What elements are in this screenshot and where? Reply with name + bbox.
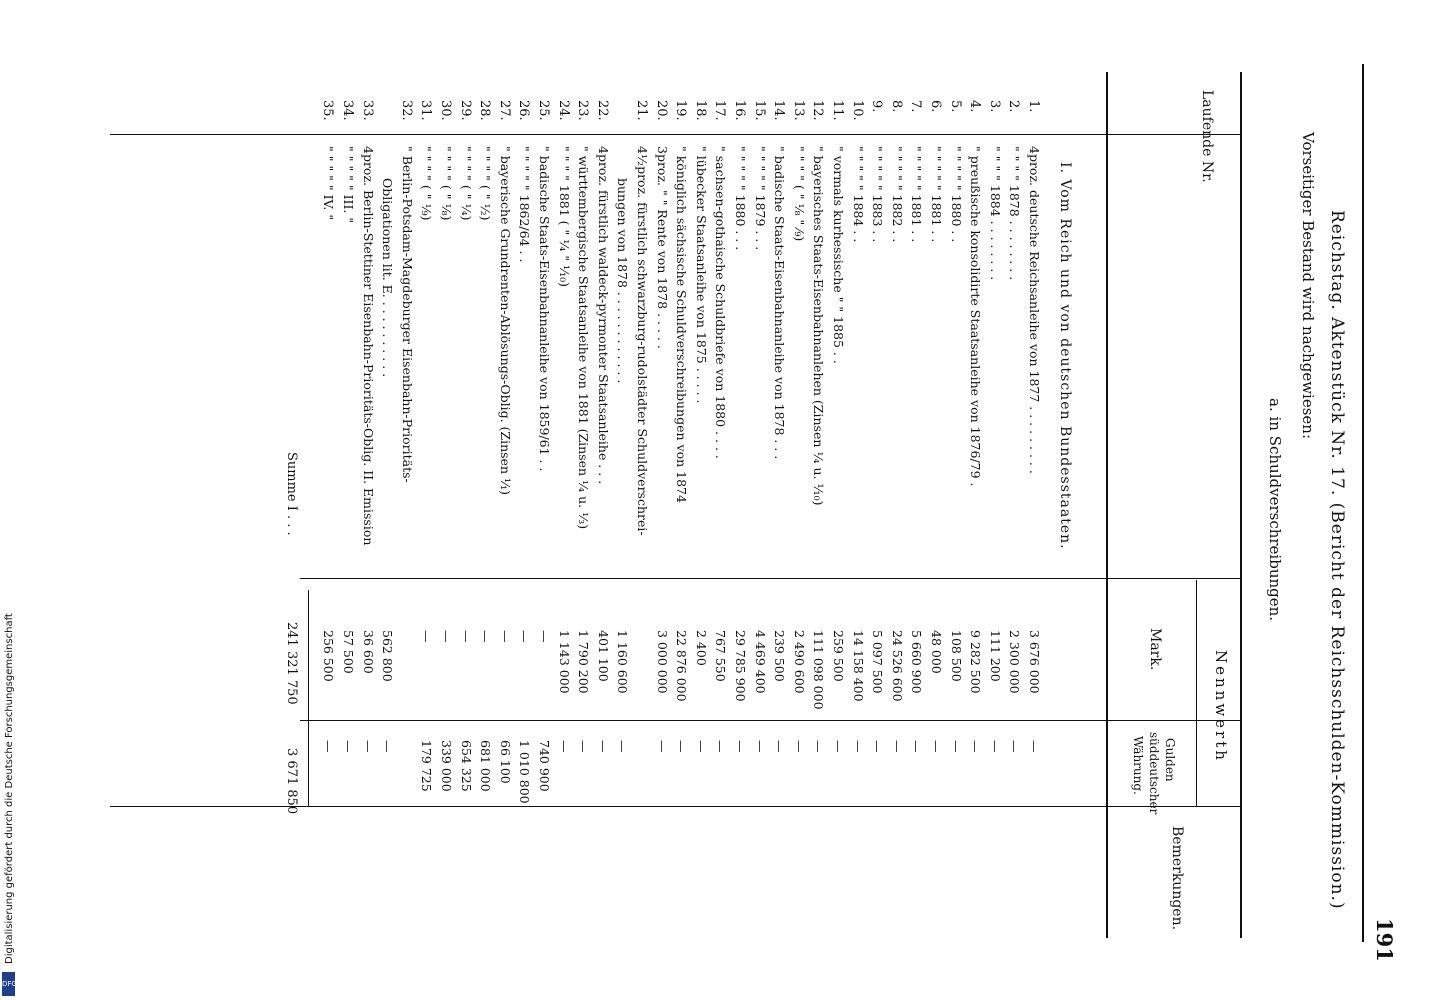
row-mark: 259 500 — [831, 630, 846, 682]
row-description: " bayerische Grundrenten-Ablösungs-Oblig. (Zinsen ¹⁄₁) — [497, 146, 513, 495]
row-description: " württembergische Staatsanleihe von 1881 (Zinsen ¼ u. ⅓) — [576, 146, 592, 530]
row-number: 24. — [555, 100, 571, 121]
row-gulden: 179 725 — [419, 740, 435, 792]
row-gulden: — — [341, 740, 356, 753]
row-gulden: — — [772, 740, 788, 753]
row-number: 4. — [967, 100, 983, 113]
row-description: " " " " ( " ⅛ " ⁄₉) — [791, 146, 807, 242]
row-description: 4proz. deutsche Reichsanleihe von 1877 . . . . . . . . . — [1027, 146, 1042, 474]
row-description: " " " " " III. " — [341, 146, 356, 224]
row-description: 4proz. fürstlich waldeck-pyrmonter Staatsanleihe . . . — [595, 146, 611, 485]
row-mark: 1 160 600 — [615, 630, 631, 694]
summe-gulden: 3 671 850 — [284, 748, 299, 815]
row-mark: 14 158 400 — [850, 630, 866, 702]
row-mark: 401 100 — [595, 630, 611, 682]
row-number: 34. — [340, 100, 355, 121]
row-gulden: — — [713, 740, 729, 753]
header-bemerkungen: Bemerkungen. — [1169, 826, 1185, 931]
intro-line: Vorseitiger Bestand wird nachgewiesen: — [1299, 132, 1317, 439]
row-description: Obligationen lit. E. . . . . . . . . . . — [380, 178, 396, 378]
row-number: 7. — [908, 100, 924, 113]
row-mark: 22 876 000 — [674, 630, 690, 702]
row-mark: — — [478, 630, 494, 643]
row-number: 31. — [418, 100, 434, 121]
row-description: " " " " " 1883 . . — [870, 146, 886, 243]
row-mark: 1 790 200 — [576, 630, 592, 694]
row-mark: 111 200 — [987, 630, 1003, 682]
row-mark: 36 600 — [360, 630, 376, 674]
row-mark: 29 785 900 — [733, 630, 748, 702]
row-number: 29. — [457, 100, 473, 121]
row-gulden: — — [321, 740, 337, 753]
row-number: 18. — [692, 100, 708, 121]
row-number: 30. — [438, 100, 453, 121]
row-description: " " " " 1878 . . . . . . . . — [1007, 146, 1023, 281]
row-gulden: — — [889, 740, 905, 753]
row-number: 20. — [653, 100, 669, 121]
row-description: " " " " ( " ½) — [478, 146, 494, 221]
row-number: 27. — [496, 100, 512, 121]
row-gulden: — — [831, 740, 846, 753]
row-gulden: — — [693, 740, 709, 753]
row-number: 15. — [751, 100, 767, 121]
row-number: 21. — [634, 100, 649, 121]
row-number: 14. — [771, 100, 787, 121]
row-description: " " " " " 1884 . . — [850, 146, 866, 243]
row-number: 16. — [732, 100, 747, 121]
mark-col-rule — [300, 720, 1240, 721]
row-gulden: — — [987, 740, 1003, 753]
row-gulden: 740 900 — [537, 740, 552, 792]
row-gulden: 1 010 800 — [517, 740, 533, 804]
row-mark: 4 469 400 — [752, 630, 768, 694]
row-description: " " " " ( " ⅑) — [419, 146, 435, 221]
row-gulden: — — [733, 740, 748, 753]
header-gulden-2: süddeutscher — [1147, 732, 1161, 815]
row-mark: — — [517, 630, 533, 643]
row-number: 10. — [849, 100, 865, 121]
row-mark: 767 550 — [713, 630, 729, 682]
header-laufende-nr: Laufende Nr. — [1199, 90, 1215, 183]
row-description: " sachsen-gothaische Schuldbriefe von 1880 . . . . — [713, 146, 729, 459]
row-gulden: — — [752, 740, 768, 753]
row-number: 5. — [947, 100, 963, 113]
row-description: " preußische konsolidirte Staatsanleihe von 1876/79 . — [968, 146, 984, 487]
row-gulden: — — [1027, 740, 1042, 753]
row-gulden: — — [556, 740, 572, 753]
row-description: " " " " " IV. " — [321, 146, 337, 221]
summe-mark: 241 321 750 — [284, 622, 299, 705]
table-top-rule — [1240, 72, 1242, 938]
row-gulden: — — [615, 740, 631, 753]
header-mark: Mark. — [1147, 628, 1163, 671]
row-gulden: — — [380, 740, 396, 753]
row-description: " " " " " 1862/64 . . — [517, 146, 533, 263]
row-mark: 3 676 000 — [1027, 630, 1042, 694]
header-gulden-3: Währung. — [1131, 736, 1145, 795]
row-mark: 24 526 600 — [889, 630, 905, 702]
row-gulden: — — [909, 740, 925, 753]
row-gulden: — — [968, 740, 984, 753]
row-description: 4½proz. fürstlich schwarzburg-rudolstädter Schuldverschrei- — [635, 146, 650, 536]
header-nennwerth: Nennwerth — [1212, 650, 1230, 763]
row-mark: 2 300 000 — [1007, 630, 1023, 694]
row-description: " vormals kurhessische " " 1885 . . — [831, 146, 846, 364]
row-mark: 3 000 000 — [654, 630, 670, 694]
row-number: 11. — [830, 100, 845, 121]
header-rule — [1362, 64, 1364, 942]
row-gulden: — — [870, 740, 886, 753]
row-number: 12. — [810, 100, 826, 121]
row-mark: — — [419, 630, 435, 643]
row-gulden: 66 100 — [497, 740, 513, 784]
row-description: 4proz. Berlin-Stettiner Eisenbahn-Prioritäts-Oblig. II. Emission — [360, 146, 376, 546]
row-description: " " " " ( " ⅛) — [439, 146, 454, 221]
nennwerth-sub-rule — [1196, 580, 1197, 806]
row-mark: — — [537, 630, 552, 643]
row-mark: 2 490 600 — [791, 630, 807, 694]
row-description: 3proz. " " Rente von 1878 . . . . . — [654, 146, 670, 349]
row-number: 9. — [869, 100, 885, 113]
row-number: 8. — [888, 100, 904, 113]
row-mark: 1 143 000 — [556, 630, 572, 694]
row-description: " " " " " 1879 . . . — [752, 146, 768, 251]
summe-label: Summe I . . . — [284, 452, 299, 536]
row-mark: 57 500 — [341, 630, 356, 674]
group-heading: I. Vom Reich und von deutschen Bundesstaaten. — [1057, 162, 1073, 550]
row-description: " " " " " 1880 . . — [948, 146, 964, 243]
row-description: " " " " 1881 ( " ¼ " ¹⁄₁₀) — [556, 146, 572, 288]
row-number: 6. — [928, 100, 943, 113]
section-heading: a. in Schuldverschreibungen. — [1266, 398, 1284, 622]
header-gulden-1: Gulden — [1163, 738, 1177, 782]
row-description: " bayerisches Staats-Eisenbahnanlehen (Zinsen ¼ u. ¹⁄₁₀) — [811, 146, 827, 506]
row-gulden: — — [654, 740, 670, 753]
row-mark: 9 282 500 — [968, 630, 984, 694]
row-gulden: 681 000 — [478, 740, 494, 792]
row-mark: 256 500 — [321, 630, 337, 682]
row-number: 28. — [477, 100, 493, 121]
row-mark: 108 500 — [948, 630, 964, 682]
row-gulden: — — [674, 740, 690, 753]
row-gulden: — — [850, 740, 866, 753]
page-number: 191 — [1372, 918, 1397, 962]
row-description: " königlich sächsische Schuldverschreibungen von 1874 — [674, 146, 690, 503]
row-number: 17. — [712, 100, 728, 121]
row-mark: 5 097 500 — [870, 630, 886, 694]
row-number: 22. — [594, 100, 610, 121]
row-description: " " " " 1884 . . . . . . . . — [987, 146, 1003, 281]
row-number: 3. — [986, 100, 1002, 113]
row-gulden: — — [948, 740, 964, 753]
row-number: 13. — [790, 100, 806, 121]
row-number: 25. — [536, 100, 551, 121]
row-description: " " " " " 1881 . . — [909, 146, 925, 243]
row-number: 1. — [1026, 100, 1041, 113]
row-gulden: — — [929, 740, 944, 753]
row-number: 23. — [575, 100, 591, 121]
row-body-rule — [110, 134, 1240, 135]
row-gulden: 654 325 — [458, 740, 474, 792]
running-header: Reichstag. Aktenstück Nr. 17. (Bericht der Reichsschulden-Kommission.) — [1327, 210, 1347, 910]
row-mark: — — [497, 630, 513, 643]
row-description: bungen von 1878 . . . . . . . . . . . . — [615, 178, 631, 384]
row-mark: 48 000 — [929, 630, 944, 674]
row-mark: 2 400 — [693, 630, 709, 666]
row-gulden: — — [1007, 740, 1023, 753]
row-description: " Berlin-Potsdam-Magdeburger Eisenbahn-Prioritäts- — [399, 146, 415, 483]
row-number: 26. — [516, 100, 532, 121]
row-gulden: 339 000 — [439, 740, 454, 792]
row-gulden: — — [576, 740, 592, 753]
row-description: " badische Staats-Eisenbahnanleihe von 1859/61 . . — [537, 146, 552, 472]
row-mark: — — [458, 630, 474, 643]
table-bottom-rule — [1106, 72, 1108, 938]
row-description: " " " " " 1881 . . — [929, 146, 944, 243]
row-gulden: — — [595, 740, 611, 753]
row-mark: 239 500 — [772, 630, 788, 682]
row-number: 2. — [1006, 100, 1022, 113]
row-description: " " " " " 1882 . . — [889, 146, 905, 243]
row-description: " " " " ( " ¼) — [458, 146, 474, 221]
row-gulden: — — [791, 740, 807, 753]
row-number: 19. — [673, 100, 689, 121]
credit-text: Digitalisierung gefördert durch die Deutsche Forschungsgemeinschaft — [4, 613, 15, 964]
row-number: 32. — [398, 100, 414, 121]
row-mark: 5 660 900 — [909, 630, 925, 694]
row-mark: 111 098 000 — [811, 630, 827, 710]
desc-col-rule — [300, 578, 1240, 579]
row-gulden: — — [811, 740, 827, 753]
dfg-logo: DFG — [2, 972, 15, 996]
row-description: " badische Staats-Eisenbahnanleihe von 1878 . . . — [772, 146, 788, 460]
row-number: 35. — [320, 100, 336, 121]
gulden-col-rule — [110, 806, 1240, 807]
row-mark: — — [439, 630, 454, 643]
summe-rule — [308, 590, 309, 806]
row-description: " lübecker Staatsanleihe von 1875 . . . . . — [693, 146, 709, 404]
row-mark: 562 800 — [380, 630, 396, 682]
row-number: 33. — [359, 100, 375, 121]
row-description: " " " " " 1880 . . . — [733, 146, 748, 251]
row-gulden: — — [360, 740, 376, 753]
